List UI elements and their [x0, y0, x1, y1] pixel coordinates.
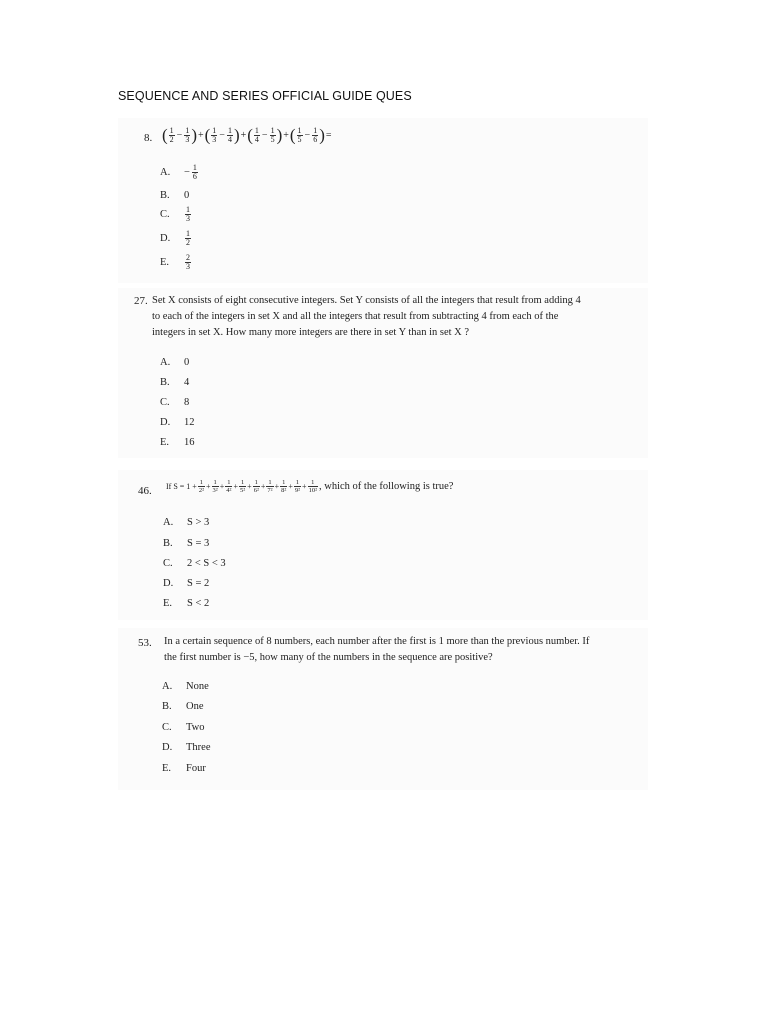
q8-choice-b: B. 0	[160, 190, 190, 201]
q46-choice-e: E. S < 2	[163, 598, 210, 609]
q53-choice-a: A. None	[162, 681, 209, 692]
q8-expression: ( $\frac{1}{2}$ − $\frac{1}{3}$ )+( $\frac{1}{3}$ − $\frac{1}{4}$ )+( $\frac{1}{4}$ − $\frac{1}{5}$ )+( $\frac{1}{5}$ − $\frac{1}{6}$ )=	[162, 125, 332, 145]
q27-number: 27.	[134, 295, 148, 307]
q46-number: 46.	[138, 485, 152, 497]
q46-choice-b: B. S = 3	[163, 538, 210, 549]
q27-choice-d: D. 12	[160, 417, 195, 428]
q27-line-3: integers in set X. How many more integers are there in set Y than in set X ?	[152, 327, 470, 338]
q53-choice-d: D. Three	[162, 742, 211, 753]
q8-choice-a: A. − $\frac{1}{6}$	[160, 163, 197, 181]
q46-choice-d: D. S = 2	[163, 578, 210, 589]
q27-choice-a: A. 0	[160, 357, 190, 368]
q8-choice-c: C. $\frac{1}{3}$	[160, 205, 190, 223]
q8-number: 8.	[144, 132, 153, 144]
q53-text	[164, 634, 642, 666]
q53-number: 53.	[138, 637, 152, 649]
q53-choice-e: E. Four	[162, 763, 206, 774]
q46-choice-c: C. 2 < S < 3	[163, 558, 226, 569]
q46-choice-a: A. S > 3	[163, 517, 210, 528]
q27-choice-c: C. 8	[160, 397, 190, 408]
q53-line-1: In a certain sequence of 8 numbers, each number after the first is 1 more than the previous number. If	[164, 636, 590, 647]
q46-expression: If S = 1 + $\frac{1}{\text{2²}}$ + $\frac{1}{\text{3²}}$ + $\frac{1}{\text{4²}}$ + $\frac{1}{\text{5²}}$ + $\frac{1}{\text{6²}}$ + $\frac{1}{\text{7²}}$ + $\frac{1}{\text{8²}}$ + $\frac{1}{\text{9²}}$ + $\frac{1}{\text{10²}}$ , which of the following is true?	[166, 479, 454, 494]
q53-line-2: the first number is −5, how many of the numbers in the sequence are positive?	[164, 652, 493, 663]
q8-choice-d: D. $\frac{1}{2}$	[160, 229, 190, 247]
q8-choice-e: E. $\frac{2}{3}$	[160, 253, 190, 271]
q27-text	[152, 293, 632, 341]
q53-choice-b: B. One	[162, 701, 204, 712]
q53-choice-c: C. Two	[162, 722, 205, 733]
q27-choice-e: E. 16	[160, 437, 195, 448]
document-title: SEQUENCE AND SERIES OFFICIAL GUIDE QUES	[118, 89, 412, 103]
q27-line-2: to each of the integers in set X and all the integers that result from subtracting 4 from each of the	[152, 311, 559, 322]
q27-line-1: Set X consists of eight consecutive integers. Set Y consists of all the integers that result from adding 4	[152, 295, 581, 306]
q27-choice-b: B. 4	[160, 377, 190, 388]
